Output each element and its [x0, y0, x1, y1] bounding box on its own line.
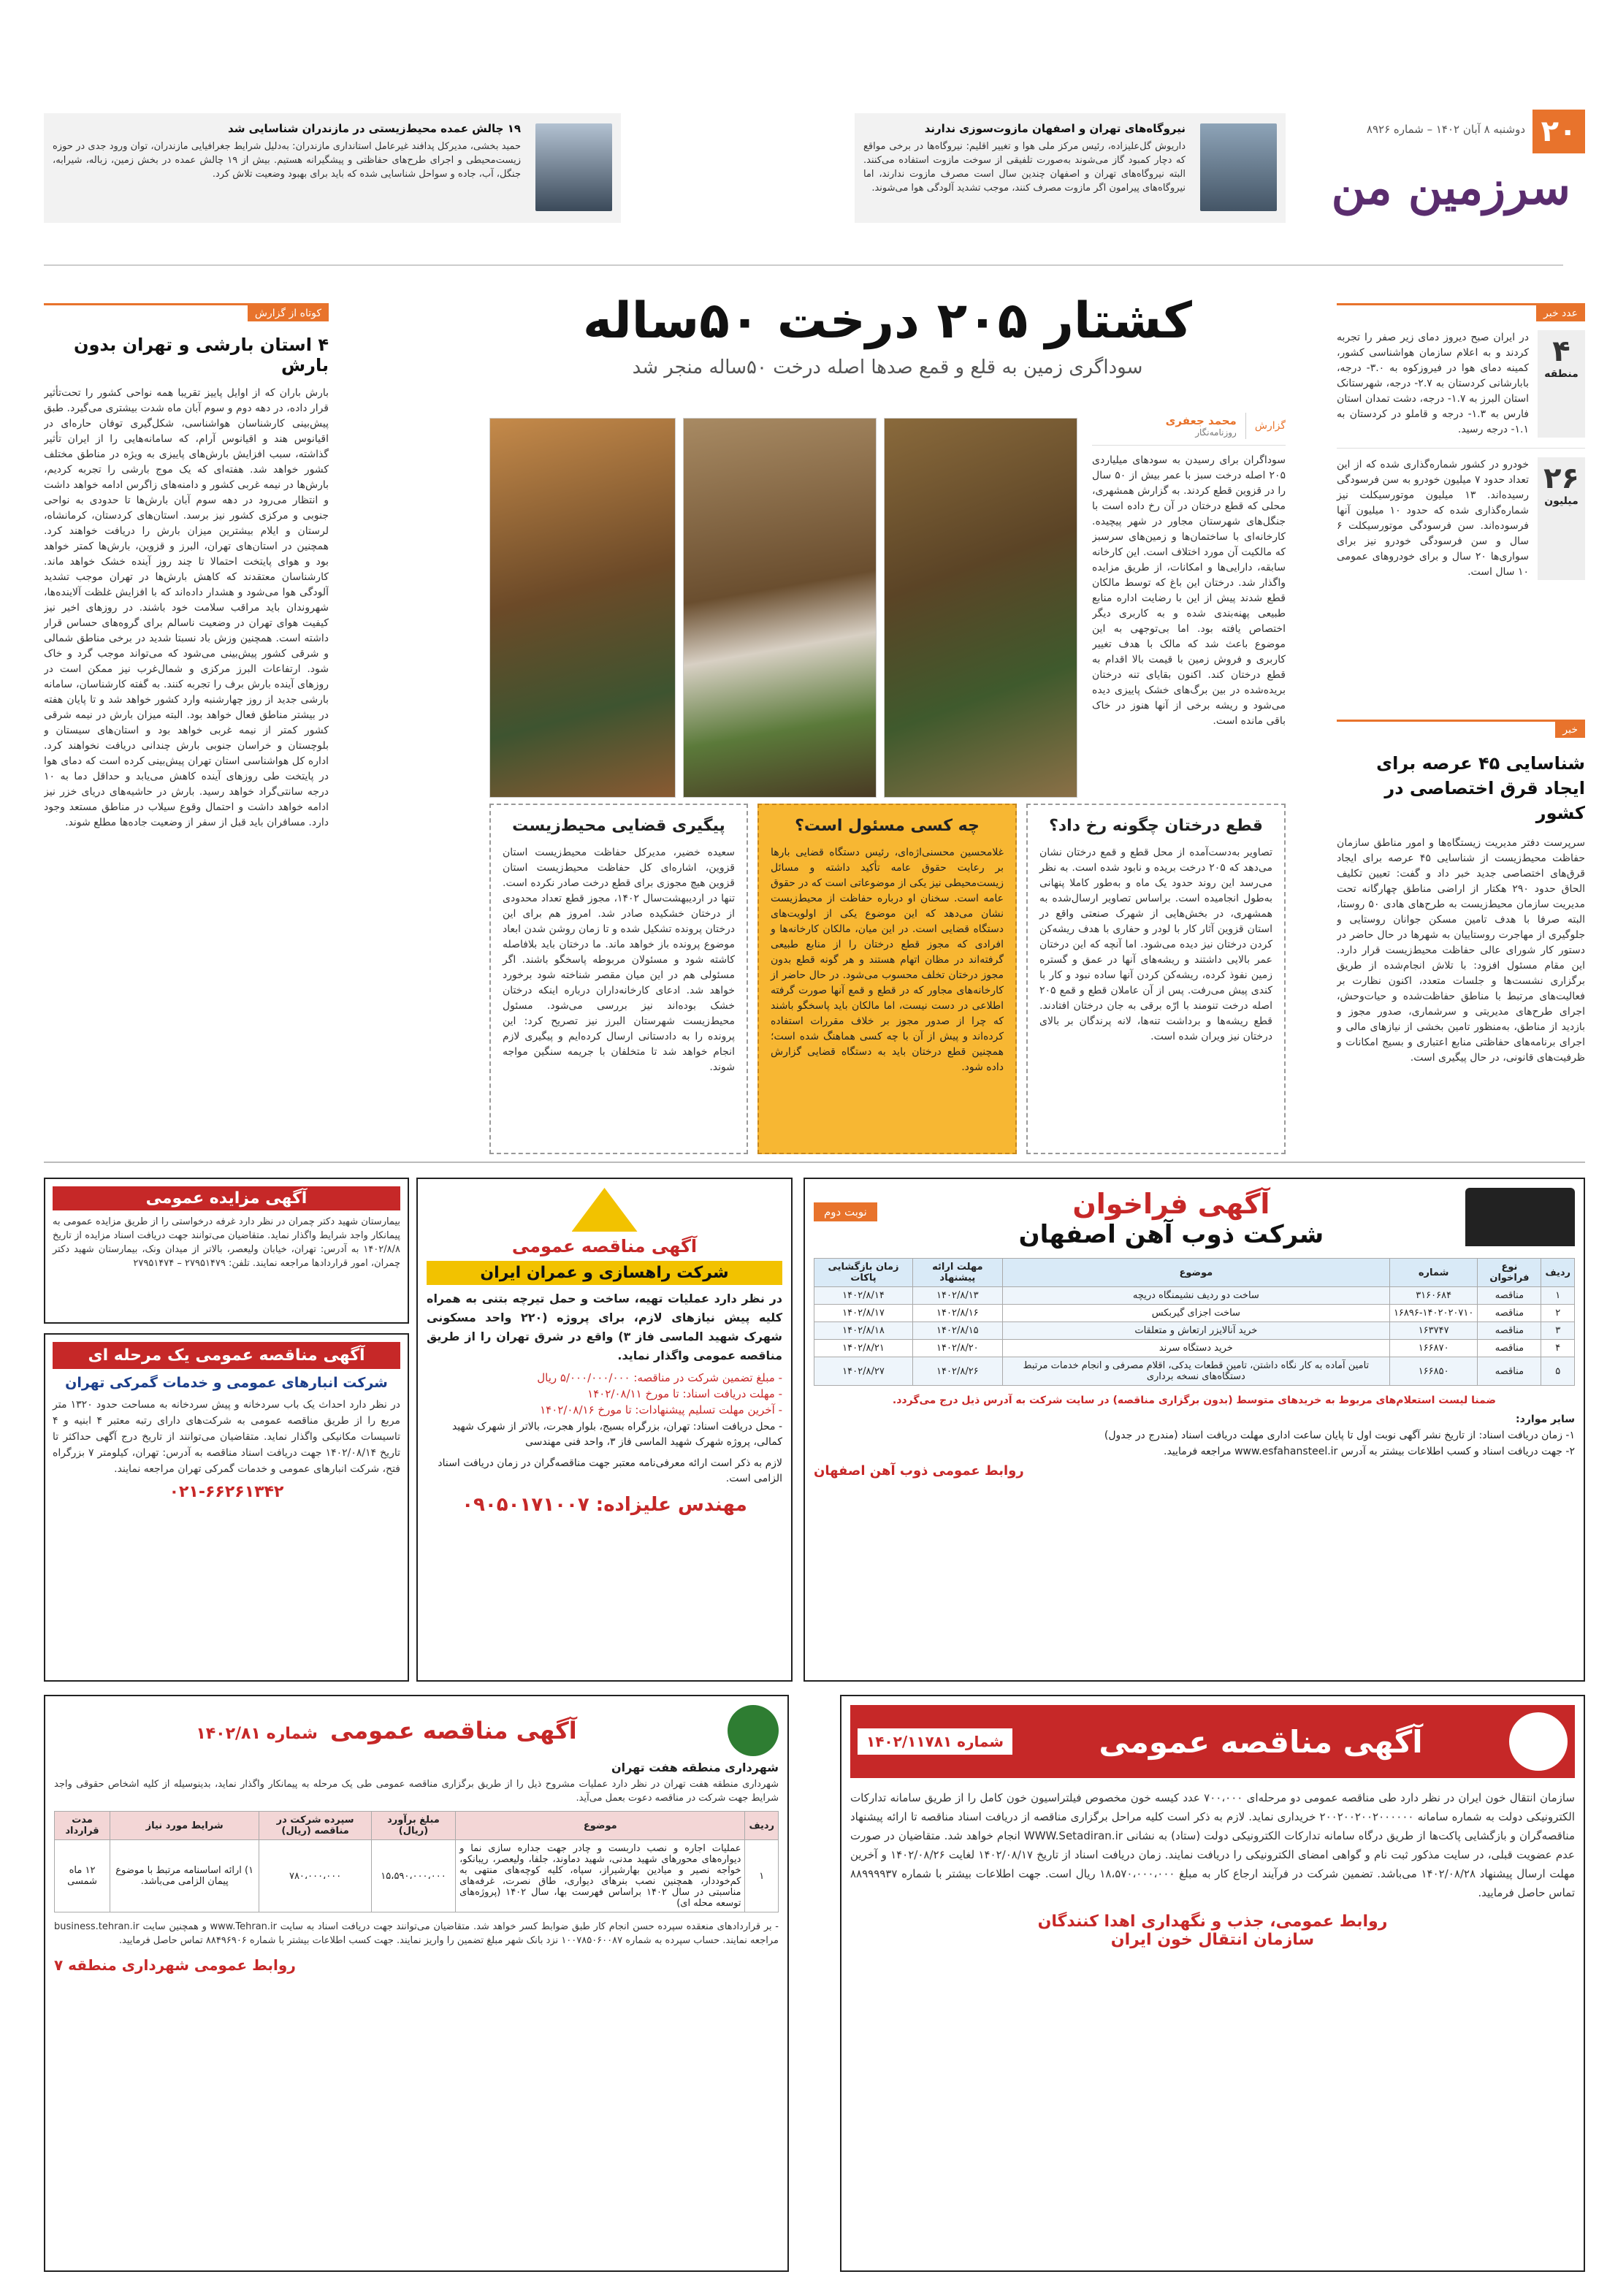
left-body: بارش باران که از اوایل پاییز تقریبا همه نواحی کشور را تحت‌تأثیر قرار داده، در دهه دوم و سوم آبان ماه شدت بیشتری می‌گیرد. طبق پیش‌بینی کارشناسان هواشناسی، شکل‌گیری توفان حاره‌ای در اقیانوس هند و اقیانوس آرام، که سامانه‌هایی را از ایران تأثیر گذاشته، سبب افزایش بارش‌های پاییزی به ویژه در مناطق مختلف کشور خواهد شد. هفته‌ای که یک موج بارشی را تجربه کردیم، بارش‌ها در نیمه غربی کشور و دامنه‌های زاگرس ادامه خواهد داشت و انتظار می‌رود در دهه سوم آبان بارش‌ها تا حدودی به نواحی جنوبی و مرکزی کشور نیز برسد. استان‌های کردستان، کرمانشاه، لرستان و ایلام بیشترین میزان بارش را دریافت خواهند کرد. همچنین در استان‌های تهران، البرز و قزوین، بارش‌ها کمتر خواهد بود و هوای پایتخت احتمالا تا چند روز آینده خشک خواهد ماند. کارشناسان معتقدند که کاهش بارش‌ها در تهران موجب تشدید آلودگی هوا می‌شود و هشدار داده‌اند که با افزایش غلظت آلاینده‌ها، شهروندان باید مراقب سلامت خود باشند. در روزهای اخیر نیز کیفیت هوای تهران در وضعیت ناسالم برای گروه‌های حساس قرار داشته است. همچنین وزش باد نسبتا شدید در برخی مناطق شمالی و شرقی کشور پیش‌بینی می‌شود که می‌تواند موجب گرد و خاک شود. ارتفاعات البرز مرکزی و شمال‌غرب نیز ممکن است در روزهای آینده بارش برف را تجربه کنند. به گفته کارشناسان، سامانه بارشی جدید از روز چهارشنبه وارد کشور خواهد شد و تا پایان هفته در بیشتر مناطق فعال خواهد بود. البته میزان بارش در نیمه شرقی کشور کمتر از نیمه غربی خواهد بود و استان‌های سیستان و بلوچستان و خراسان جنوبی بارش چندانی دریافت نخواهند کرد. اداره کل هواشناسی استان تهران پیش‌بینی کرده است که دمای هوا در پایتخت طی روزهای آینده کاهش می‌یابد و حداقل دما به ۱۰ درجه سانتی‌گراد خواهد رسید. بارش در حاشیه‌های دریای خزر نیز ادامه خواهد داشت و احتمال وقوع سیلاب در مناطق مستعد وجود دارد. مسافران باید قبل از سفر از وضعیت جاده‌ها مطلع شوند.: [44, 387, 329, 828]
col-header: موضوع: [1002, 1259, 1389, 1287]
teaser-1-body: داریوش گل‌علیزاده، رئیس مرکز ملی هوا و تغییر اقلیم: نیروگاه‌ها در برخی مواقع که دچار کمبود گاز می‌شوند به‌صورت تلفیقی از سوخت مازوت استفاده می‌کنند. البته نیروگاه‌های تهران و اصفهان چندین سال است مصرف مازوت ندارند، اما نیروگاه‌های پیرامون اگر مازوت مصرف کنند، موجب تشدید آلودگی هوا می‌شوند.: [863, 141, 1186, 194]
roads-logo-icon: [572, 1188, 638, 1232]
col-header: شرایط مورد نیاز: [110, 1812, 259, 1840]
lead-text: سوداگران برای رسیدن به سودهای میلیاردی ۲۰۵ اصله درخت سبز با عمر بیش از ۵۰ سال را در قزوین قطع کردند. به گزارش همشهری، محلی که قطع درختان در آن رخ داده است با جنگل‌های شهرستان مجاور در شهر پیچیده. کارخانه‌ای با ساختمان‌ها و زمین‌های سرسبز که مالکیت آن مورد اختلاف است. این کارخانه سابقه، دارایی‌ها و امکانات، از طریق مزایده واگذار شد. درختان این باغ که توسط مالکان قطع شدند پیش از این با رضایت اداره منابع طبیعی پهنه‌بندی شده و به کاربری دیگر اختصاص یافته بود. اما بی‌توجهی به این موضوع باعث شد که مالک با هدف تغییر کاربری و فروش زمین با قیمت بالا اقدام به قطع درختان کند. اکنون بقایای تنه درختان بریده‌شده در بین برگ‌های خشک پاییزی دیده می‌شود و ریشه برخی از آنها هنوز در خاک باقی مانده است.: [1092, 454, 1286, 727]
blood-logo-icon: [1509, 1712, 1568, 1771]
blood-footer-2: سازمان انتقال خون ایران: [1110, 1931, 1315, 1949]
blood-body: سازمان انتقال خون ایران در نظر دارد طی مناقصه عمومی دو مرحله‌ای ۷۰۰،۰۰۰ عدد کیسه خون مخصوص فیلتراسیون خون کامل را از طریق سامانه تدارکات الکترونیکی دولت به شماره سامانه ۲۰۰۲۰۰۲۰۰۲۰۰۰۰۰۰ خریداری نماید. لازم به ذکر است کلیه مراحل برگزاری مناقصه از دریافت اسناد مناقصه تا ارائه پیشنهاد مناقصه‌گران و بازگشایی پاکت‌ها از طریق درگاه سامانه تدارکات الکترونیکی دولت (ستاد) به نشانی WWW.Setadiran.ir انجام خواهد شد. متقاضیان در صورت عدم عضویت قبلی، در سایت مذکور ثبت نام و گواهی امضای الکترونیکی را دریافت نمایند. زمان دریافت اسناد از تاریخ ۱۴۰۲/۰۸/۱۷ لغایت ۱۴۰۲/۰۸/۲۶ و آخرین مهلت ارسال پیشنهاد ۱۴۰۲/۰۸/۲۸ می‌باشد. تضمین شرکت در فرآیند ارجاع کار به مبلغ ۱۸،۵۷۰،۰۰۰،۰۰۰ ریال است. جهت اطلاعات بیشتر با شماره ۸۸۹۹۹۹۳۷ تماس حاصل فرمایید.: [850, 1791, 1576, 1899]
auction-header: آگهی مزایده عمومی: [53, 1186, 400, 1210]
number-text: در ایران صبح دیروز دمای زیر صفر را تجربه کردند و به اعلام سازمان هواشناسی کشور، کمینه دمای هوا در فیروزکوه به ۳.۰- درجه، بابارشانی کردستان به ۲.۷- درجه، شهرستانک استان البرز به ۱.۷- درجه، دشت تمدان استان فارس به ۱.۳- درجه و قاملو در کردستان به ۱.۱- درجه رسید.: [1337, 332, 1530, 435]
roads-note: لازم به ذکر است ارائه معرفی‌نامه معتبر جهت مناقصه‌گران در زمان دریافت اسناد الزامی است.: [438, 1457, 782, 1484]
sub-box-body: غلامحسین محسنی‌اژه‌ای، رئیس دستگاه قضایی بارها بر رعایت حقوق عامه تأکید داشته و مسائل زیست‌محیطی نیز یکی از موضوعاتی است که در حقوق عامه است. سخنان او درباره حفاظت از محیط‌زیست نشان می‌دهد که این موضوع یکی از اولویت‌های دستگاه قضایی است. در این میان، مالکان کارخانه‌ها و افرادی که مجوز قطع درختان را از منابع طبیعی گرفته‌اند در مظان اتهام هستند و هر گونه قطع بدون مجوز درختان تخلف محسوب می‌شود. در حال حاضر از کارخانه‌های مجاور که در قطع و قمع آنها صورت گرفته اطلاعی در دست نیست، اما مالکان باید پاسخگو باشند که چرا از صدور مجوز بر خلاف مقررات استفاده کرده‌اند و پیش از آن با چه کسی هماهنگ شده است؛ همچنین قطع درختان باید به دستگاه قضایی گزارش داده شود.: [771, 847, 1004, 1073]
esfahan-warning: ضمنا لیست استعلام‌های مربوط به خریدهای متوسط (بدون برگزاری مناقصه) در سایت شرکت به آدرس ذیل درج می‌گردد.: [892, 1395, 1497, 1406]
ad-municipality: [44, 1695, 789, 2272]
esfahan-company: شرکت ذوب آهن اصفهان: [1018, 1220, 1324, 1249]
roads-line: - مهلت دریافت اسناد: تا مورخ ۱۴۰۲/۰۸/۱۱: [587, 1387, 782, 1400]
customs-company: شرکت انبارهای عمومی و خدمات گمرکی تهران: [65, 1375, 388, 1391]
customs-body: در نظر دارد احداث یک باب سردخانه و پیش سردخانه به مساحت حدود ۱۳۲۰ متر مربع را از طریق مناقصه عمومی به شرکت‌های دارای رتبه معتبر ۴ ابنیه و ۴ تاسیسات مکانیکی واگذار نماید. متقاضیان می‌توانند از تاریخ درج آگهی حداکثر تا تاریخ ۱۴۰۲/۰۸/۱۴ جهت دریافت اسناد مناقصه به آدرس: تهران، کیلومتر ۷ بزرگراه فتح، شرکت انبارهای عمومی و خدمات گمرکی تهران مراجعه نمایند.: [53, 1399, 400, 1475]
municipality-org: شهرداری منطقه هفت تهران: [611, 1761, 779, 1774]
municipality-intro: شهرداری منطقه هفت تهران در نظر دارد عملیات مشروح ذیل را از طریق برگزاری مناقصه عمومی طی یک مرحله به پیمانکار واگذار نماید، بدینوسیله از کلیه اشخاص حقوقی واجد شرایط جهت شرکت در مناقصه دعوت بعمل می‌آید.: [54, 1779, 779, 1804]
col-header: مهلت ارائه پیشنهاد: [912, 1259, 1002, 1287]
sub-box-body: تصاویر به‌دست‌آمده از محل قطع و قمع درختان نشان می‌دهد که ۲۰۵ درخت بریده و نابود شده است. به نظر می‌رسد این روند حدود یک ماه و به‌طور کاملا پنهانی به‌طول انجامیده است. براساس تصاویر ارسال‌شده به همشهری، در بخش‌هایی از شهرک صنعتی واقع در استان قزوین آثار کار با لودر و حفاری با هدف ریشه‌کن کردن درختان نیز دیده می‌شود. اما آنچه که این درختان عمر بالایی داشتند و ریشه‌های آنها در عمق و گستره زمین نفوذ کرده، ریشه‌کن کردن آنها ساده نبود و کار با کندی پیش می‌رفت. پس از آن عاملان قطع و قمع ۲۰۵ اصله درخت تنومند با ارّه برقی به جان درختان افتادند. قطع ریشه‌ها و برداشت تنه‌ها، لانه پرندگان بر بالای درختان نیز ویران شده است.: [1039, 847, 1272, 1042]
left-title[interactable]: ۴ استان بارشی و تهران بدون بارش: [74, 335, 329, 375]
ad-blood: [840, 1695, 1585, 2272]
teaser-2[interactable]: [44, 113, 621, 223]
sub-box-legal: [489, 804, 748, 1154]
teaser-1[interactable]: [855, 113, 1286, 223]
roads-scope: در نظر دارد عملیات تهیه، ساخت و حمل تیرچه بتنی به همراه کلیه پیش نیازهای لازم، برای پروژه (۲۲۰ واحد مسکونی شهرک شهید الماسی فاز ۳) واقع در شرق تهران را از طریق مناقصه عمومی واگذار نماید.: [427, 1292, 783, 1362]
number-item: [1337, 330, 1585, 438]
news-tag: خبر: [1555, 722, 1585, 738]
table-row: ۴ مناقصه ۱۶۶۸۷۰ خرید دستگاه سرند ۱۴۰۲/۸/۲۰ ۱۴۰۲/۸/۲۱: [814, 1340, 1575, 1357]
col-header: مبلغ برآورد (ریال): [371, 1812, 455, 1840]
customs-phone: ۰۲۱-۶۶۲۶۱۳۴۲: [169, 1483, 284, 1501]
ad-roads: [416, 1178, 793, 1682]
number-unit: میلیون: [1544, 495, 1579, 507]
roads-line: - مبلغ تضمین شرکت در مناقصه: ۵/۰۰۰/۰۰۰/۰۰۰ ریال: [537, 1371, 782, 1384]
blood-number: شماره ۱۴۰۲/۱۱۷۸۱: [858, 1728, 1012, 1755]
esfahan-logo-icon: [1465, 1188, 1575, 1246]
photo-2: [683, 418, 877, 798]
author-name: محمد جعفری: [1165, 414, 1237, 427]
blood-footer: روابط عمومی، جذب و نگهداری اهدا کنندگان: [1037, 1912, 1388, 1931]
news-title[interactable]: شناسایی ۴۵ عرصه برای ایجاد قرق اختصاصی در کشور: [1376, 753, 1585, 823]
number-unit: منطقه: [1544, 368, 1579, 380]
date-line: دوشنبه ۸ آبان ۱۴۰۲ – شماره ۸۹۲۶: [1366, 123, 1525, 136]
page-number: ۲۰: [1532, 110, 1585, 153]
municipality-notes: - بر قراردادهای منعقده سپرده حسن انجام کار طبق ضوابط کسر خواهد شد. متقاضیان می‌توانند جهت دریافت اسناد به سایت www.Tehran.ir و همچنین سایت business.tehran.ir مراجعه نمایند. حساب سپرده به شماره ۱۰۰۷۸۵۰۶۰۰۸۷ نزد بانک شهر مبلغ تضمین را واریز نمایند. جهت کسب اطلاعات بیشتر با شماره ۸۸۴۹۶۹۰۶ تماس حاصل فرمایید.: [54, 1921, 779, 1946]
teaser-1-title: نیروگاه‌های تهران و اصفهان مازوت‌سوزی ندارند: [924, 122, 1186, 135]
blood-header: آگهی مناقصه عمومی: [1099, 1723, 1423, 1760]
esfahan-table: [814, 1258, 1575, 1386]
customs-header: آگهی مناقصه عمومی یک مرحله ای: [53, 1342, 400, 1369]
ads-divider: [44, 1162, 1585, 1163]
number-value: ۴: [1552, 335, 1570, 368]
roads-line: - آخرین مهلت تسلیم پیشنهادات: تا مورخ ۱۴۰۲/۰۸/۱۶: [540, 1403, 782, 1416]
masthead: [1331, 110, 1585, 241]
number-text: خودرو در کشور شماره‌گذاری شده که از این تعداد حدود ۷ میلیون خودرو به سن فرسودگی رسیده‌اند. ۱۳ میلیون موتورسیکلت نیز شماره‌گذاری شده که حدود ۱۰ میلیون آنها فرسوده‌اند. سن فرسودگی موتورسیکلت ۶ سال و سن فرسودگی خودرو نیز برای سواری‌ها ۲۰ سال و برای خودروهای عمومی ۱۰ سال است.: [1337, 459, 1530, 578]
esfahan-item-2[interactable]: ۲- جهت دریافت اسناد و کسب اطلاعات بیشتر به آدرس www.esfahansteel.ir مراجعه فرمایید.: [1164, 1446, 1575, 1457]
sub-box-body: سعیده خضیر، مدیرکل حفاظت محیط‌زیست استان قزوین، اشاره‌ای کل حفاظت محیط‌زیست استان قزوین هیچ مجوزی برای قطع درخت صادر نکرده است. تنها در اردیبهشت‌سال ۱۴۰۲، مجوز قطع تعداد محدودی از درختان خشکیده صادر شد. امروز هم برای این درختان پرونده تشکیل شده و تا زمان روشن شدن ابعاد موضوع پرونده باز خواهد ماند. ما درختان باید بلافاصله کاشته شود و مسئولان مربوطه پاسخگو باشند. اگر مسئولی هم در این میان مقصر شناخته شود برخورد خواهد شد. ادعای کارخانه‌داران درباره اینکه درختان خشک بوده‌اند نیز بررسی می‌شود. مسئول محیط‌زیست شهرستان البرز نیز تصریح کرد: این پرونده را به دادستانی ارسال کرده‌ایم و پیگیری لازم انجام خواهد شد تا متخلفان با جریمه سنگین مواجه شوند.: [503, 847, 735, 1073]
municipality-logo-icon: [728, 1705, 779, 1756]
author-role: روزنامه‌نگار: [1195, 427, 1237, 438]
col-header: زمان بازگشایی پاکات: [814, 1259, 913, 1287]
municipality-number: شماره ۱۴۰۲/۸۱: [196, 1725, 318, 1743]
teaser-2-body: حمید بخشی، مدیرکل پدافند غیرعامل استانداری مازندران: به‌دلیل شرایط جغرافیایی مازندران، توان ورود جدی در حوزه زیست‌محیطی و اجرای طرح‌های حفاظتی و پیشگیرانه هستیم. بیش از ۱۹ چالش عمده در بخش زمین، زباله، شیرابه، جنگل، آب، جاده و سواحل شناسایی شده که باید برای بهبود وضعیت تلاش کرد.: [53, 141, 521, 180]
table-row: ۵ مناقصه ۱۶۶۸۵۰ تامین آماده به کار نگاه داشتن، تامین قطعات یدکی، اقلام مصرفی و انجام خدمات مرتبط دستگاه‌های نسخه برداری ۱۴۰۲/۸/۲۶ ۱۴۰۲/۸/۲۷: [814, 1357, 1575, 1386]
left-column: [44, 303, 329, 1151]
table-row: ۳ مناقصه ۱۶۳۷۴۷ خرید آنالایزر ارتعاش و متعلقات ۱۴۰۲/۸/۱۵ ۱۴۰۲/۸/۱۸: [814, 1322, 1575, 1340]
esfahan-round: نوبت دوم: [814, 1202, 877, 1221]
col-header: ردیف: [745, 1812, 779, 1840]
roads-contact: مهندس علیزاده: ۰۹۰۵۰۱۷۱۰۰۷: [462, 1494, 747, 1516]
numbers-box: [1337, 303, 1585, 580]
roads-company: شرکت راهسازی و عمران ایران: [427, 1261, 782, 1285]
ad-customs: [44, 1333, 409, 1682]
sub-box-title[interactable]: پیگیری قضایی محیط‌زیست: [512, 817, 725, 835]
photo-1: [884, 418, 1077, 798]
teaser-1-photo: [1200, 123, 1277, 211]
esfahan-footer: روابط عمومی ذوب آهن اصفهان: [814, 1463, 1024, 1479]
col-header: ردیف: [1541, 1259, 1575, 1287]
teaser-2-photo: [535, 123, 612, 211]
left-tag: کوتاه از گزارش: [248, 305, 329, 321]
col-header: شماره: [1389, 1259, 1477, 1287]
table-row: ۱ عملیات اجاره و نصب داربست و چادر جهت جداره سازی نما و دیواره‌های محورهای شهید مدنی، شهید دماوند، جلفا، ولیعصر، ریبانکو، خواجه نصیر و میادین بهارشیراز، سپاه، کلیه کوچه‌های منتهی به کم‌خوددار، همچنین نصب بنرهای دیواری، طاق نصرت، غرفه‌های مناسبتی در سال ۱۴۰۲ براساس فهرست بها، سال ۱۴۰۲ (پروژه‌های توسعه محله ای) ۱۵،۵۹۰،۰۰۰،۰۰۰ ۷۸۰،۰۰۰،۰۰۰ ۱) ارائه اساسنامه مرتبط با موضوع پیمان الزامی می‌باشد. ۱۲ ماه شمسی: [55, 1840, 779, 1912]
table-row: ۲ مناقصه ۱۶۸۹۶-۱۴۰۲۰۲۰۷۱۰ ساخت اجزای گیربکس ۱۴۰۲/۸/۱۶ ۱۴۰۲/۸/۱۷: [814, 1305, 1575, 1322]
report-label: گزارش: [1254, 420, 1286, 432]
lead-column: [1092, 413, 1286, 807]
sub-box-title[interactable]: قطع درختان چگونه رخ داد؟: [1049, 817, 1263, 835]
masthead-divider: [44, 264, 1563, 266]
col-header: مدت قرارداد: [55, 1812, 110, 1840]
number-value: ۲۶: [1543, 462, 1579, 495]
roads-line: - محل دریافت اسناد: تهران، بزرگراه بسیج، بلوار هجرت، بالاتر از شهرک شهید کمالی، پروژه شهرک شهید الماسی فاز ۳، واحد فنی مهندسی: [451, 1421, 782, 1448]
esfahan-item-1: ۱- زمان دریافت اسناد: از تاریخ نشر آگهی نوبت اول تا پایان ساعت اداری مهلت دریافت اسناد (مندرج در جدول): [1104, 1430, 1575, 1441]
number-item: [1337, 448, 1585, 580]
esfahan-header: آگهی فراخوان: [1072, 1188, 1270, 1220]
col-header: موضوع: [456, 1812, 745, 1840]
headline[interactable]: کشتار ۲۰۵ درخت ۵۰ساله: [583, 292, 1192, 350]
subhead: سوداگری زمین به قلع و قمع صدها اصله درخت ۵۰ساله منجر شد: [632, 356, 1143, 378]
ad-auction: [44, 1178, 409, 1324]
numbers-tag: عدد خبر: [1536, 305, 1585, 321]
auction-body: بیمارستان شهید دکتر چمران در نظر دارد غرفه درخواستی را از طریق مزایده عمومی به پیمانکار واجد شرایط واگذار نماید. متقاضیان می‌توانند جهت دریافت اسناد مزایده از تاریخ ۱۴۰۲/۸/۸ به آدرس: تهران، خیابان ولیعصر، بالاتر از میدان ونک، بیمارستان شهید دکتر چمران، امور قراردادها مراجعه نمایند. تلفن: ۲۷۹۵۱۴۷۹ – ۲۷۹۵۱۴۷۴: [53, 1216, 400, 1269]
col-header: سپرده شرکت در مناقصه (ریال): [259, 1812, 372, 1840]
main-article: [489, 292, 1286, 1154]
photo-3: [489, 418, 676, 798]
sub-box-who: [757, 804, 1017, 1154]
sub-box-how: [1026, 804, 1286, 1154]
municipality-table: [54, 1811, 779, 1912]
section-title: سرزمین من: [1331, 161, 1570, 216]
municipality-footer: روابط عمومی شهرداری منطقه ۷: [54, 1956, 296, 1974]
sub-box-title[interactable]: چه کسی مسئول است؟: [795, 817, 980, 835]
ad-esfahan-steel: [804, 1178, 1585, 1682]
news-body: سرپرست دفتر مدیریت زیستگاه‌ها و امور مناطق سازمان حفاظت محیط‌زیست از شناسایی ۴۵ عرصه برای ایجاد قرق‌های اختصاصی جدید خبر داد و گفت: تعیین تکلیف الحاق حدود ۲۹۰ هکتار از اراضی مناطق چهارگانه تحت مدیریت سازمان محیط‌زیست به طرح‌های هادی ۵۰ روستا، البته صرفا با هدف تامین مسکن جوانان روستایی و جلوگیری از مهاجرت روستاییان به شهرها در حال حاضر در دستور کار شورای عالی حفاظت محیط‌زیست قرار دارد. این مقام مسئول افزود: با تلاش انجام‌شده از طریق برگزاری نشست‌ها و جلسات متعدد، اکنون نظارت بر فعالیت‌های مرتبط با مناطق حفاظت‌شده و حیات‌وحش، اجرای طرح‌های مدیریتی و سرشماری، صدور مجوز و بازدید از مناطق، به‌منظور تامین بخشی از نیازهای مالی و اجرای برنامه‌های حفاظتی منابع اعتباری و بسیج امکانات و ظرفیت‌های قانونی، در حال پیگیری است.: [1337, 837, 1585, 1064]
esfahan-other: سایر موارد:: [1516, 1414, 1575, 1425]
teaser-2-title: ۱۹ چالش عمده محیط‌زیستی در مازندران شناسایی شد: [228, 122, 521, 135]
table-row: ۱ مناقصه ۳۱۶۰۶۸۴ ساخت دو ردیف نشیمنگاه دریچه ۱۴۰۲/۸/۱۳ ۱۴۰۲/۸/۱۴: [814, 1287, 1575, 1305]
roads-header: آگهی مناقصه عمومی: [511, 1236, 698, 1256]
col-header: نوع فراخوان: [1478, 1259, 1541, 1287]
news-box: [1337, 720, 1585, 1129]
municipality-header: آگهی مناقصه عمومی: [329, 1717, 577, 1744]
